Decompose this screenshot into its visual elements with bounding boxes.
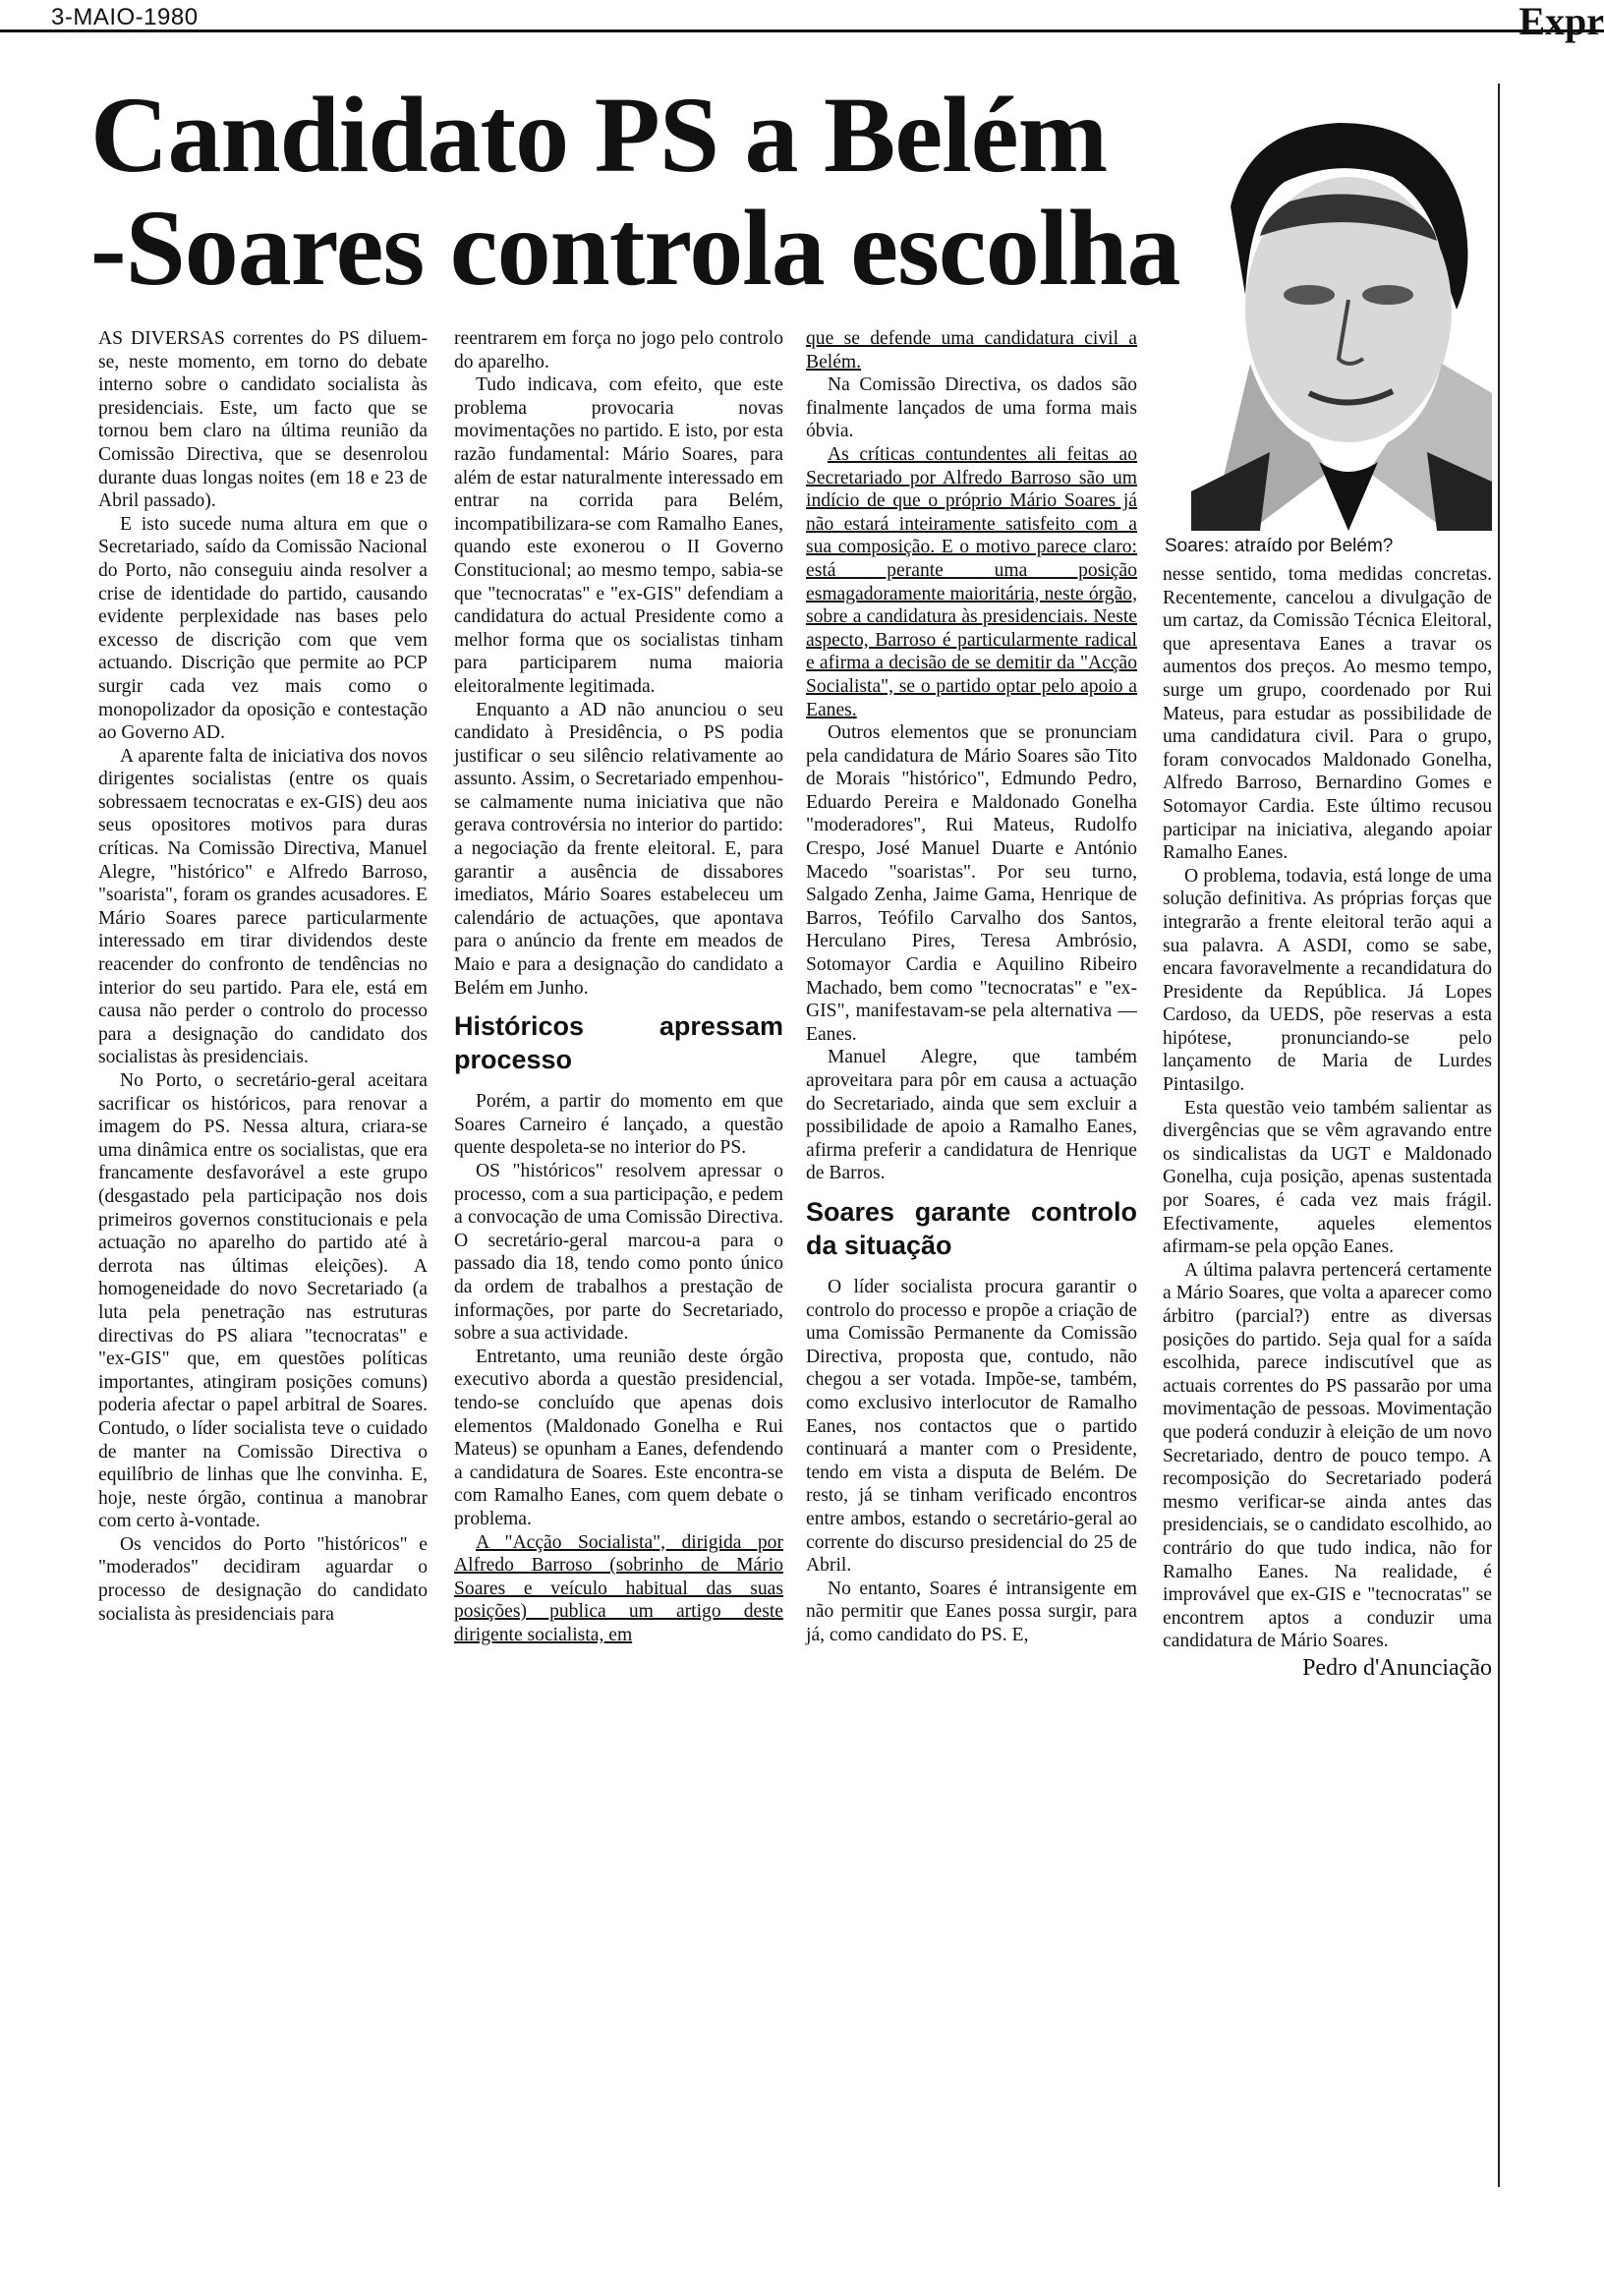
portrait-photo bbox=[1191, 98, 1492, 531]
paragraph: nesse sentido, toma medidas concretas. Recentemente, cancelou a divulgação de um cartaz, da Comissão Técnica Eleitoral, que apresentava Eanes a travar os aumentos dos preços. Ao mesmo tempo, surge um grupo, coordenado por Rui Mateus, para estudar as possibilidade de uma candidatura civil. Para o grupo, foram convocados Maldonado Gonelha, Alfredo Barroso, Bernardino Gomes e Sotomayor Cardia. Este último recusou participar na iniciativa, alegando apoiar Ramalho Eanes. bbox=[1163, 564, 1492, 864]
article-column-3 bbox=[806, 327, 1137, 1646]
subheading-soares-garante: Soares garante controlo da situação bbox=[806, 1196, 1137, 1260]
paragraph: O problema, todavia, está longe de uma solução definitiva. As próprias forças que integrarão a frente eleitoral terão aqui a sua palavra. A ASDI, como se sabe, encara favoravelmente a recandidatura do Presidente da República. Já Lopes Cardoso, da UEDS, põe reservas a esta hipótese, pronunciando-se pelo lançamento de Maria de Lurdes Pintasilgo. bbox=[1163, 865, 1492, 1096]
article-column-4 bbox=[1163, 563, 1492, 1681]
paragraph: Outros elementos que se pronunciam pela candidatura de Mário Soares são Tito de Morais "histórico", Edmundo Pedro, Eduardo Pereira e Maldonado Gonelha "moderadores", Rui Mateus, Rudolfo Crespo, José Manuel Duarte e António Macedo "soaristas". Por seu turno, Salgado Zenha, Jaime Gama, Henrique de Barros, Teófilo Carvalho dos Santos, Herculano Pires, Teresa Ambrósio, Sotomayor Cardia e Aquilino Ribeiro Machado, bem como "tecnocratas" e "ex-GIS", manifestavam-se pela alternativa — Eanes. bbox=[806, 722, 1137, 1045]
paragraph: Os vencidos do Porto "históricos" e "moderados" decidiram aguardar o processo de designação do candidato socialista às presidenciais para bbox=[98, 1533, 428, 1625]
photo-caption: Soares: atraído por Belém? bbox=[1165, 536, 1394, 556]
paragraph: No entanto, Soares é intransigente em não permitir que Eanes possa surgir, para já, como candidato do PS. E, bbox=[806, 1578, 1137, 1645]
paragraph: Na Comissão Directiva, os dados são finalmente lançados de uma forma mais óbvia. bbox=[806, 374, 1137, 442]
portrait-illustration bbox=[1191, 98, 1492, 531]
headline-line-2: -Soares controla escolha bbox=[90, 188, 1180, 308]
paragraph: reentrarem em força no jogo pelo controlo do aparelho. bbox=[454, 328, 783, 373]
header-rule bbox=[0, 0, 1604, 32]
paragraph-underlined: que se defende uma candidatura civil a Belém. bbox=[806, 328, 1137, 373]
publication-name: Expr bbox=[1518, 0, 1604, 43]
headline bbox=[90, 75, 1181, 308]
subheading-historicos: Históricos apressam processo bbox=[454, 1011, 783, 1075]
author-signature: Pedro d'Anunciação bbox=[1302, 1654, 1492, 1681]
paragraph: Porém, a partir do momento em que Soares Carneiro é lançado, a questão quente despoleta-se no interior do PS. bbox=[454, 1091, 783, 1159]
paragraph: E isto sucede numa altura em que o Secretariado, saído da Comissão Nacional do Porto, não conseguiu ainda resolver a crise de identidade do partido, causando evidente perplexidade nas bases pelo excesso de discrição com que vem actuando. Discrição que permite ao PCP surgir cada vez mais como o monopolizador da oposição e contestação ao Governo AD. bbox=[98, 513, 428, 744]
issue-date: 3-MAIO-1980 bbox=[51, 4, 199, 30]
paragraph: Esta questão veio também salientar as divergências que se vêm agravando entre os sindicalistas da UGT e Maldonado Gonelha, cuja posição, apenas sustentada por Soares, é cada vez mais frágil. Efectivamente, aqueles elementos afirmam-se pela opção Eanes. bbox=[1163, 1097, 1492, 1258]
article-column-1 bbox=[98, 327, 428, 1626]
paragraph: A aparente falta de iniciativa dos novos dirigentes socialistas (entre os quais sobressaem tecnocratas e ex-GIS) deu aos seus opositores motivos para duras críticas. Na Comissão Directiva, Manuel Alegre, "histórico" e Alfredo Barroso, "soarista", foram os grandes acusadores. E Mário Soares parece particularmente interessado em tirar dividendos deste reacender do confronto de tendências no interior do seu partido. Para ele, está em causa não perder o controlo do processo para a designação do candidato dos socialistas às presidenciais. bbox=[98, 745, 428, 1068]
paragraph: O líder socialista procura garantir o controlo do processo e propõe a criação de uma Comissão Permanente da Comissão Directiva, proposta que, contudo, não chegou a ser votada. Impõe-se, também, como exclusivo interlocutor de Ramalho Eanes, nos contactos que o partido continuará a manter com o Presidente, tendo em vista a disputa de Belém. De resto, já se tinham verificado encontros entre ambos, estando o secretário-geral ao corrente do discurso presidencial do 25 de Abril. bbox=[806, 1276, 1137, 1577]
column-rule bbox=[1498, 84, 1500, 2187]
paragraph: Manuel Alegre, que também aproveitara para pôr em causa a actuação do Secretariado, ainda que sem excluir a possibilidade de apoio a Ramalho Eanes, afirma preferir a candidatura de Henrique de Barros. bbox=[806, 1047, 1137, 1184]
article-column-2 bbox=[454, 327, 783, 1646]
paragraph: Enquanto a AD não anunciou o seu candidato à Presidência, o PS podia justificar o seu silêncio relativamente ao assunto. Assim, o Secretariado empenhou-se calmamente numa iniciativa que não gerava controvérsia no interior do partido: a negociação da frente eleitoral. E, para garantir a ausência de dissabores imediatos, Mário Soares estabeleceu um calendário de actuações, que apontava para o anúncio da frente em meados de Maio e para a designação do candidato a Belém em Junho. bbox=[454, 699, 783, 999]
paragraph-underlined: As críticas contundentes ali feitas ao Secretariado por Alfredo Barroso são um indício de que o próprio Mário Soares já não estará inteiramente satisfeito com a sua composição. E o motivo parece claro: está perante uma posição esmagadoramente maioritária, neste órgão, sobre a candidatura às presidenciais. Neste aspecto, Barroso é particularmente radical e afirma a decisão de se demitir da "Acção Socialista", se o partido optar pelo apoio a Eanes. bbox=[806, 443, 1137, 720]
paragraph: Tudo indicava, com efeito, que este problema provocaria novas movimentações no partido. E isto, por esta razão fundamental: Mário Soares, para além de estar naturalmente interessado em entrar na corrida para Belém, incompatibilizara-se com Ramalho Eanes, quando este exonerou o II Governo Constitucional; ao mesmo tempo, sabia-se que "tecnocratas" e "ex-GIS" defendiam a candidatura do actual Presidente como a melhor forma que os socialistas tinham para participarem numa maioria eleitoralmente legitimada. bbox=[454, 374, 783, 697]
paragraph: No Porto, o secretário-geral aceitara sacrificar os históricos, para renovar a imagem do PS. Nessa altura, criara-se uma dinâmica entre os socialistas, que era francamente desfavorável a este grupo (desgastado pela participação nos dois primeiros governos constitucionais e pela actuação no aparelho do partido até à derrota nas últimas eleições). A homogeneidade do novo Secretariado (a luta pela penetração nas estruturas directivas do PS aliara "tecnocratas" e "ex-GIS" que, em questões políticas importantes, atingiram posições comuns) poderia afectar o papel arbitral de Soares. Contudo, o líder socialista teve o cuidado de manter na Comissão Directiva o equilíbrio de linhas que lhe convinha. E, hoje, neste órgão, continua a manobrar com certo à-vontade. bbox=[98, 1070, 428, 1532]
paragraph: Entretanto, uma reunião deste órgão executivo aborda a questão presidencial, tendo-se concluído que apenas dois elementos (Maldonado Gonelha e Rui Mateus) se opunham a Eanes, defendendo a candidatura de Soares. Este encontra-se com Ramalho Eanes, com quem debate o problema. bbox=[454, 1346, 783, 1529]
headline-line-1: Candidato PS a Belém bbox=[90, 75, 1108, 195]
paragraph: OS "históricos" resolvem apressar o processo, com a sua participação, e pedem a convocação de uma Comissão Directiva. O secretário-geral marcou-a para o passado dia 18, tendo como ponto único da ordem de trabalhos a prestação de informações, por parte do Secretariado, sobre a sua actividade. bbox=[454, 1161, 783, 1345]
paragraph: AS DIVERSAS correntes do PS diluem-se, neste momento, em torno do debate interno sobre o candidato socialista às presidenciais. Este, um facto que se tornou bem claro na última reunião da Comissão Directiva, que se desenrolou durante duas longas noites (em 18 e 23 de Abril passado). bbox=[98, 328, 428, 512]
paragraph-underlined: A "Acção Socialista", dirigida por Alfredo Barroso (sobrinho de Mário Soares e veículo habitual das suas posições) publica um artigo deste dirigente socialista, em bbox=[454, 1531, 783, 1645]
paragraph: A última palavra pertencerá certamente a Mário Soares, que volta a aparecer como árbitro (parcial?) entre as diversas posições do partido. Seja qual for a saída escolhida, parece indiscutível que as actuais correntes do PS passarão por uma movimentação de pessoas. Movimentação que poderá conduzir à eleição de um novo Secretariado, dentro de pouco tempo. A recomposição do Secretariado poderá mesmo verificar-se ainda antes das presidenciais, se o candidato escolhido, ao contrário do que tudo indica, não for Ramalho Eanes. Na realidade, é improvável que ex-GIS e "tecnocratas" se encontrem aptos a conduzir uma candidatura de Mário Soares. bbox=[1163, 1259, 1492, 1652]
